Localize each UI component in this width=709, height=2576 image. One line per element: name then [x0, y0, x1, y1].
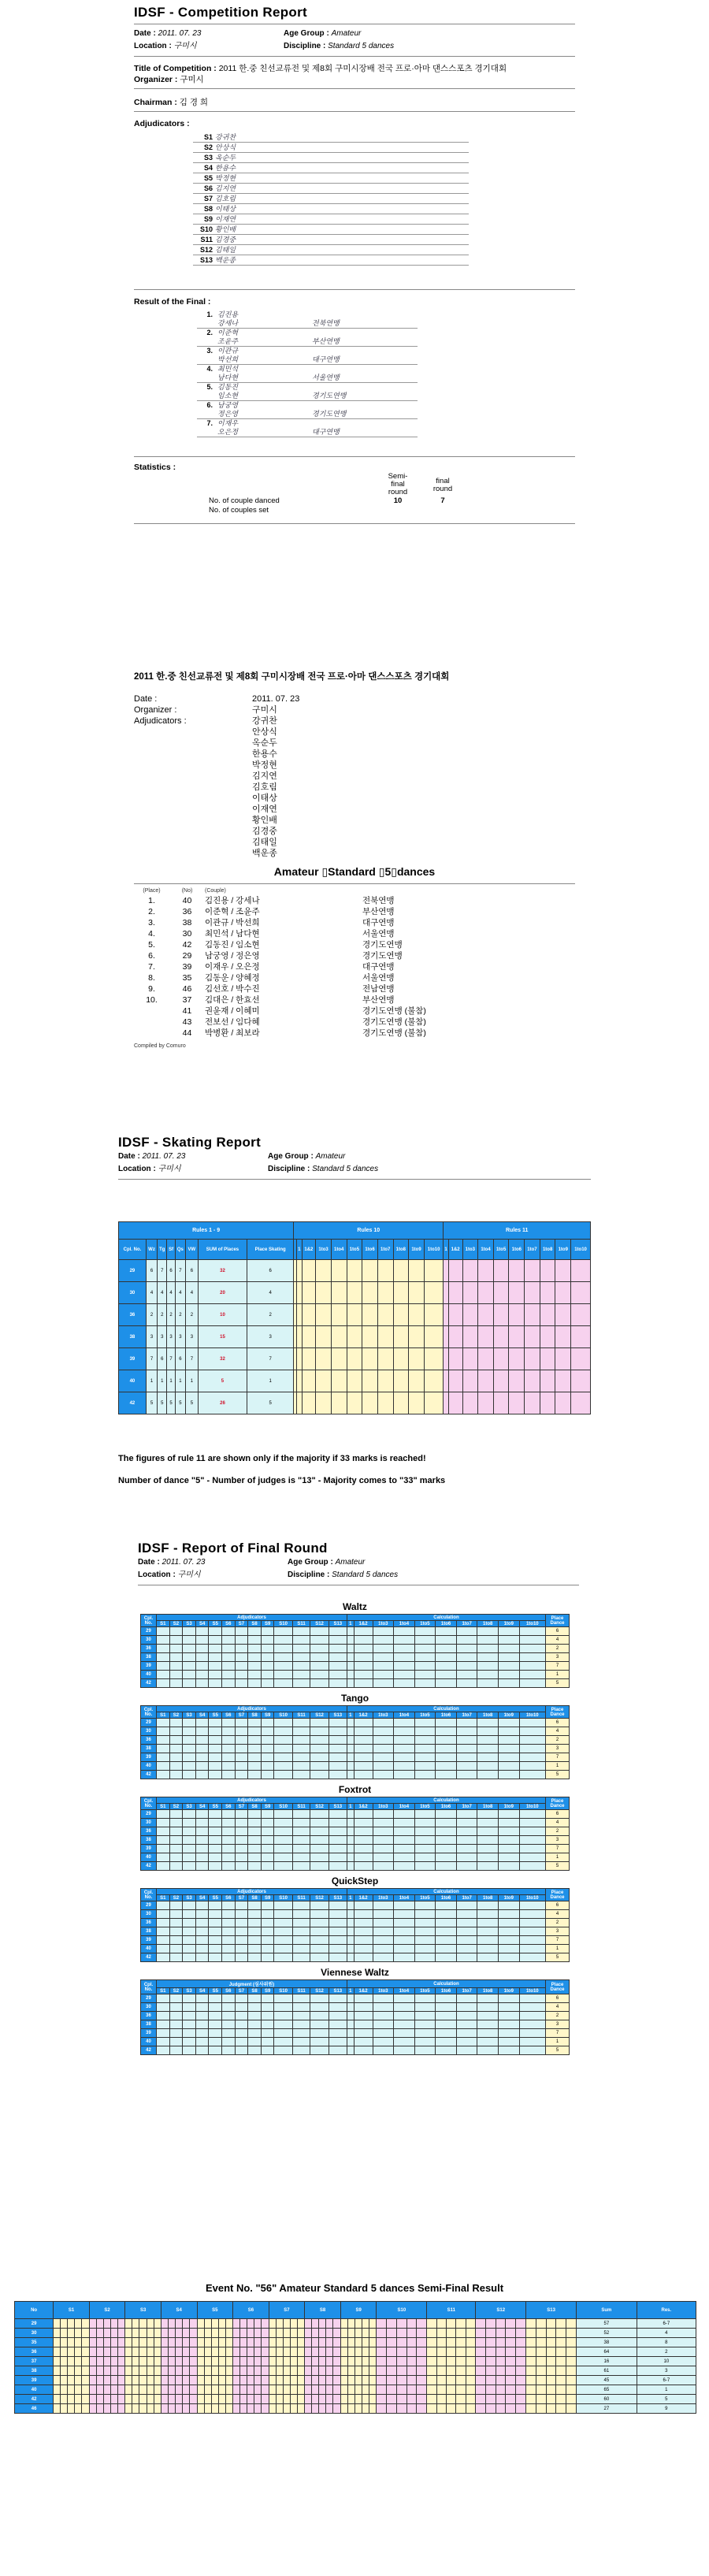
competition-title: Title of Competition : 2011 한.중 친선교류전 및 제8회 구미시장배 전국 프로·아마 댄스스포츠 경기대회 — [134, 64, 507, 73]
semi-row: 38 61 3 — [15, 2366, 696, 2376]
dance-row: 38 3 — [141, 1927, 570, 1936]
dance-row: 38 3 — [141, 1836, 570, 1845]
dance-title: Tango — [340, 1693, 369, 1704]
summary-adjudicator: 김지연 — [252, 771, 277, 781]
competition-report: IDSF - Competition Report Date : 2011. 07. 23 Age Group : Amateur Location : 구미시 Discipline : Standard 5 dances Title of Competition : 2011 한.중 친선교류전 및 제8회 구미시장배 전국 프로·아마 댄스스포츠 경기대회 Organizer : 구미시 Chairman : 김 경 희 Adjudicators : S1 강귀찬 S2 안상식 S3 옥순두 S4 한용수 S5 박정현 S6 김지연 S7 김호림 S8 이태상 S9 이재연 S10 황인배 S11 김경중 S12 김태일 S13 백운종 Result of the Final : 1. 김진용 강세나 전북연맹 2. 이준혁 조윤주 부산연맹 3. 이관규 박선희 대구연맹 4. 최민석 남다현 서울연맹 5. 김동진 임소현 경기도연맹 6. 남궁영 정은영 경기도연맹 7. 이재우 오은정 대구연맹 Statistics : Semi-final round final round No. of couple danced No. of couples set 10 7 — [0, 0, 709, 623]
summary-adjudicator: 백운종 — [252, 849, 277, 858]
dance-row: 36 2 — [141, 1919, 570, 1927]
skating-row: 39 7 6 7 6 7 32 7 — [119, 1348, 591, 1370]
dance-row: 42 5 — [141, 2046, 570, 2055]
adjudicator-row: S3 옥순두 — [193, 153, 469, 163]
summary-adjudicator: 김태일 — [252, 838, 277, 847]
adjudicator-row: S4 한용수 — [193, 163, 469, 173]
semi-final-result — [0, 2277, 709, 2576]
semi-row: 46 27 9 — [15, 2404, 696, 2414]
dance-row: 40 1 — [141, 1762, 570, 1771]
result-row: 9. 46 김선호 / 박수진 전남연맹 — [148, 984, 395, 994]
result-row: 7. 39 이재우 / 오은정 대구연맹 — [148, 962, 395, 972]
skating-row: 30 4 4 4 4 4 20 4 — [119, 1282, 591, 1304]
skating-row: 40 1 1 1 1 1 5 1 — [119, 1370, 591, 1392]
dance-row: 29 6 — [141, 1810, 570, 1819]
result-row: 2. 36 이준혁 / 조윤주 부산연맹 — [148, 907, 395, 916]
summary-adjudicator: 김호림 — [252, 782, 277, 792]
skating-report: IDSF - Skating Report Date : 2011. 07. 23 Age Group : Amateur Location : 구미시 Discipline : Standard 5 dances Rules 1 - 9 Rules 10 Rules 11 Cpl. No. Wz Tg Sf Qs VW SUM of Places Place Skating 1 1&2 1to3 1to4 1to5 1to6 1to7 1to8 1to9 1to10 1 1&2 1to3 1to4 1to5 1to6 1to7 1to8 1to9 1to10 29 6 7 6 7 6 32 6 30 4 4 4 4 4 20 4 36 2 2 2 2 2 10 2 38 3 3 3 3 3 15 3 39 7 6 7 6 7 32 7 40 1 1 1 1 1 5 1 42 5 5 5 5 5 26 5 The figures of rule 11 are shown only if the majority if 33 marks is reached! Number of dance "5" - Number of judges is "13" - Majority comes to "33" marks — [0, 1135, 709, 1489]
dance-row: 42 5 — [141, 1679, 570, 1688]
adjudicator-row: S5 박정현 — [193, 173, 469, 184]
dance-row: 30 4 — [141, 1636, 570, 1645]
summary-adjudicator: 안상식 — [252, 727, 277, 737]
semi-final-title: Event No. "56" Amateur Standard 5 dances Semi-Final Result — [205, 2282, 504, 2294]
dance-row: 42 5 — [141, 1771, 570, 1779]
dance-row: 39 7 — [141, 1753, 570, 1762]
dance-title: Foxtrot — [338, 1784, 372, 1795]
result-row: 4. 30 최민석 / 남다현 서울연맹 — [148, 929, 395, 939]
summary-sheet: 2011 한.중 친선교류전 및 제8회 구미시장배 전국 프로·아마 댄스스포츠 경기대회 Date : 2011. 07. 23 Organizer : 구미시 Adjudicators : 강귀찬 안상식 옥순두 한용수 박정현 김지연 김호림 이태상 이재연 황인배 김경중 김태일 백운종 Amateur ▯Standard ▯5▯dances (Place) (No) (Couple) 1. 40 김진용 / 강세나 전북연맹 2. 36 이준혁 / 조윤주 부산연맹 3. 38 이관규 / 박선희 대구연맹 4. 30 최민석 / 남다현 서울연맹 5. 42 김동진 / 임소현 경기도연맹 6. 29 남궁영 / 정은영 경기도연맹 7. 39 이재우 / 오은정 대구연맹 8. 35 김동운 / 양혜정 서울연맹 9. 46 김선호 / 박수진 전남연맹 10. 37 김대은 / 한효선 부산연맹 41 권윤재 / 이혜미 경기도연맹 (불참) 43 전보선 / 임다혜 경기도연맹 (불참) 44 박병환 / 최보라 경기도연맹 (불참) Compiled by Comuro — [0, 670, 709, 1111]
result-row: 5. 42 김동진 / 임소현 경기도연맹 — [148, 940, 403, 950]
result-row: 44 박병환 / 최보라 경기도연맹 (불참) — [182, 1028, 426, 1038]
skating-note-1: The figures of rule 11 are shown only if the majority if 33 marks is reached! — [118, 1454, 426, 1463]
final-row: 4. 최민석 — [206, 365, 239, 373]
dance-row: 30 4 — [141, 1910, 570, 1919]
dance-row: 39 7 — [141, 1936, 570, 1945]
statistics: Semi-final round final round No. of couple danced No. of couples set 10 7 — [209, 472, 453, 515]
report-title: IDSF - Competition Report — [134, 5, 307, 20]
result-row: 10. 37 김대은 / 한효선 부산연맹 — [146, 995, 395, 1005]
skating-note-2: Number of dance "5" - Number of judges is "13" - Majority comes to "33" marks — [118, 1476, 446, 1485]
dance-row: 30 4 — [141, 1727, 570, 1736]
dance-row: 29 6 — [141, 1627, 570, 1636]
dance-row: 29 6 — [141, 1901, 570, 1910]
result-row: 41 권윤재 / 이혜미 경기도연맹 (불참) — [182, 1006, 426, 1016]
skating-row: 42 5 5 5 5 5 26 5 — [119, 1392, 591, 1414]
adjudicator-row: S2 안상식 — [193, 143, 469, 153]
dance-row: 42 5 — [141, 1953, 570, 1962]
dance-row: 36 2 — [141, 1645, 570, 1653]
summary-results — [134, 895, 575, 1039]
skating-row: 38 3 3 3 3 3 15 3 — [119, 1326, 591, 1348]
adjudicator-list — [134, 132, 575, 266]
semi-final-table: No S1 S2 S3 S4 S5 S6 S7 S8 S9 S10 S11 S12 S13 Sum Res. 29 57 6-7 30 52 4 35 38 8 36 64 2 37 16 10 38 61 3 39 45 6-7 40 65 1 42 60 5 46 27 9 — [14, 2301, 696, 2414]
adjudicator-row: S6 김지연 — [193, 184, 469, 194]
dance-row: 36 2 — [141, 1736, 570, 1745]
summary-adjudicator: 황인배 — [252, 816, 277, 825]
skating-row: 29 6 7 6 7 6 32 6 — [119, 1260, 591, 1282]
dance-row: 29 6 — [141, 1719, 570, 1727]
dance-row: 39 7 — [141, 1845, 570, 1853]
final-round-title: IDSF - Report of Final Round — [138, 1541, 328, 1556]
final-row: 5. 김동진 — [206, 383, 239, 391]
event-title: Amateur ▯Standard ▯5▯dances — [273, 865, 436, 878]
dance-row: 40 1 — [141, 1945, 570, 1953]
semi-row: 35 38 8 — [15, 2338, 696, 2347]
dance-row: 36 2 — [141, 1827, 570, 1836]
dance-table-block: Foxtrot Cpl. No. Adjudicators Calculation Place Dance S1 S2 S3 S4 S5 S6 S7 S8 S9 S10 S11 S12 S13 1 1&2 1to3 1to4 1to5 1to6 1to7 1to8 1to9 1to10 29 6 30 4 36 2 38 3 39 7 40 1 42 5 — [140, 1784, 570, 1871]
dance-title: Waltz — [343, 1601, 367, 1612]
dance-table-block: Viennese Waltz Cpl. No. Judgment (심사위원) Calculation Place Dance S1 S2 S3 S4 S5 S6 S7 S8 S9 S10 S11 S12 S13 1 1&2 1to3 1to4 1to5 1to6 1to7 1to8 1to9 1to10 29 6 30 4 36 2 38 3 39 7 40 1 42 5 — [140, 1967, 570, 2055]
result-row: 3. 38 이관규 / 박선희 대구연맹 — [148, 918, 395, 927]
dance-title: QuickStep — [331, 1875, 379, 1886]
semi-row: 37 16 10 — [15, 2357, 696, 2366]
adjudicator-row: S12 김태일 — [193, 245, 469, 255]
adjudicator-row: S1 강귀찬 — [193, 132, 469, 143]
skating-row: 36 2 2 2 2 2 10 2 — [119, 1304, 591, 1326]
skating-title: IDSF - Skating Report — [118, 1135, 262, 1150]
summary-adjudicator: 이재연 — [252, 805, 277, 814]
final-row: 3. 이관규 — [206, 347, 239, 355]
dance-row: 40 1 — [141, 1853, 570, 1862]
dance-row: 39 7 — [141, 2029, 570, 2038]
semi-row: 30 52 4 — [15, 2329, 696, 2338]
adjudicator-row: S7 김호림 — [193, 194, 469, 204]
semi-row: 40 65 1 — [15, 2385, 696, 2395]
result-row: 6. 29 남궁영 / 정은영 경기도연맹 — [148, 951, 403, 961]
dance-table-block: QuickStep Cpl. No. Adjudicators Calculation Place Dance S1 S2 S3 S4 S5 S6 S7 S8 S9 S10 S11 S12 S13 1 1&2 1to3 1to4 1to5 1to6 1to7 1to8 1to9 1to10 29 6 30 4 36 2 38 3 39 7 40 1 42 5 — [140, 1875, 570, 1962]
adjudicator-row: S9 이재연 — [193, 214, 469, 225]
skating-table: Rules 1 - 9 Rules 10 Rules 11 Cpl. No. Wz Tg Sf Qs VW SUM of Places Place Skating 1 1&2 1to3 1to4 1to5 1to6 1to7 1to8 1to9 1to10 1 1&2 1to3 1to4 1to5 1to6 1to7 1to8 1to9 1to10 29 6 7 6 7 6 32 6 30 4 4 4 4 4 20 4 36 2 2 2 2 2 10 2 38 3 3 3 3 3 15 3 39 7 6 7 6 7 32 7 40 1 1 1 1 1 5 1 42 5 5 5 5 5 26 5 — [118, 1221, 591, 1414]
final-row: 2. 이준혁 — [206, 329, 239, 336]
adjudicator-row: S11 김경중 — [193, 235, 469, 245]
summary-heading: 2011 한.중 친선교류전 및 제8회 구미시장배 전국 프로·아마 댄스스포츠 경기대회 — [134, 672, 450, 682]
semi-row: 42 60 5 — [15, 2395, 696, 2404]
final-round-report: IDSF - Report of Final Round Date : 2011. 07. 23 Age Group : Amateur Location : 구미시 Discipline : Standard 5 dances Waltz Cpl. No. Adjudicators Calculation Place Dance S1 S2 S3 S4 S5 S6 S7 S8 S9 S10 S11 S12 S13 1 1&2 1to3 1to4 1to5 1to6 1to7 1to8 1to9 1to10 29 6 30 4 36 2 38 3 39 7 40 1 42 5 Tango Cpl. No. Adjudicators Calculation Place Dance S1 S2 S3 S4 S5 S6 S7 S8 S9 S10 S11 S12 S13 1 1&2 1to3 1to4 1to5 1to6 1to7 1to8 1to9 1to10 29 6 30 4 36 2 38 3 39 7 40 1 42 5 Foxtrot Cpl. No. Adjudicators Calculation Place Dance S1 S2 S3 S4 S5 S6 S7 S8 S9 S10 S11 S12 S13 1 1&2 1to3 1to4 1to5 1to6 1to7 1to8 1to9 1to10 29 6 30 4 36 2 38 3 39 7 40 1 42 5 QuickStep Cpl. No. Adjudicators Calculation Place Dance S1 S2 S3 S4 S5 S6 S7 S8 S9 S10 S11 S12 S13 1 1&2 1to3 1to4 1to5 1to6 1to7 1to8 1to9 1to10 29 6 30 4 36 2 38 3 39 7 40 1 42 5 Viennese Waltz Cpl. No. Judgment (심사위원) Calculation Place Dance S1 S2 S3 S4 S5 S6 S7 S8 S9 S10 S11 S12 S13 1 1&2 1to3 1to4 1to5 1to6 1to7 1to8 1to9 1to10 29 6 30 4 36 2 38 3 39 7 40 1 42 5 — [0, 1541, 709, 2234]
dance-table-block: Waltz Cpl. No. Adjudicators Calculation Place Dance S1 S2 S3 S4 S5 S6 S7 S8 S9 S10 S11 S12 S13 1 1&2 1to3 1to4 1to5 1to6 1to7 1to8 1to9 1to10 29 6 30 4 36 2 38 3 39 7 40 1 42 5 — [140, 1601, 570, 1688]
dance-row: 38 3 — [141, 1653, 570, 1662]
summary-adjudicator: 옥순두 — [252, 738, 277, 748]
dance-row: 40 1 — [141, 1671, 570, 1679]
dance-row: 30 4 — [141, 1819, 570, 1827]
semi-row: 39 45 6-7 — [15, 2376, 696, 2385]
dance-row: 38 3 — [141, 1745, 570, 1753]
dance-row: 36 2 — [141, 2012, 570, 2020]
final-row: 6. 남궁영 — [206, 401, 239, 409]
adjudicator-row: S8 이태상 — [193, 204, 469, 214]
summary-adjudicator: 강귀찬 — [252, 716, 277, 726]
final-row: 1. 김진용 — [206, 310, 239, 318]
result-row: 43 전보선 / 임다혜 경기도연맹 (불참) — [182, 1017, 426, 1027]
dance-tables — [140, 1600, 570, 2060]
result-row: 1. 40 김진용 / 강세나 전북연맹 — [148, 896, 395, 905]
dance-row: 29 6 — [141, 1994, 570, 2003]
summary-adjudicator: 김경중 — [252, 827, 277, 836]
dance-row: 38 3 — [141, 2020, 570, 2029]
dance-row: 39 7 — [141, 1662, 570, 1671]
adjudicator-row: S13 백운종 — [193, 255, 469, 266]
result-row: 8. 35 김동운 / 양혜정 서울연맹 — [148, 973, 395, 983]
summary-adjudicator: 한용수 — [252, 749, 277, 759]
semi-row: 29 57 6-7 — [15, 2319, 696, 2329]
dance-row: 30 4 — [141, 2003, 570, 2012]
dance-title: Viennese Waltz — [321, 1967, 389, 1978]
dance-table-block: Tango Cpl. No. Adjudicators Calculation Place Dance S1 S2 S3 S4 S5 S6 S7 S8 S9 S10 S11 S12 S13 1 1&2 1to3 1to4 1to5 1to6 1to7 1to8 1to9 1to10 29 6 30 4 36 2 38 3 39 7 40 1 42 5 — [140, 1693, 570, 1779]
semi-row: 36 64 2 — [15, 2347, 696, 2357]
final-results: 1. 김진용 강세나 전북연맹 2. 이준혁 조윤주 부산연맹 3. 이관규 박선희 대구연맹 4. 최민석 남다현 서울연맹 5. 김동진 임소현 경기도연맹 6. 남궁영 정은영 경기도연맹 7. 이재우 오은정 대구연맹 — [134, 310, 575, 437]
final-row: 7. 이재우 — [206, 419, 239, 427]
adjudicator-row: S10 황인배 — [193, 225, 469, 235]
summary-adjudicator: 이태상 — [252, 794, 277, 803]
summary-adjudicator: 박정현 — [252, 760, 277, 770]
dance-row: 40 1 — [141, 2038, 570, 2046]
dance-row: 42 5 — [141, 1862, 570, 1871]
